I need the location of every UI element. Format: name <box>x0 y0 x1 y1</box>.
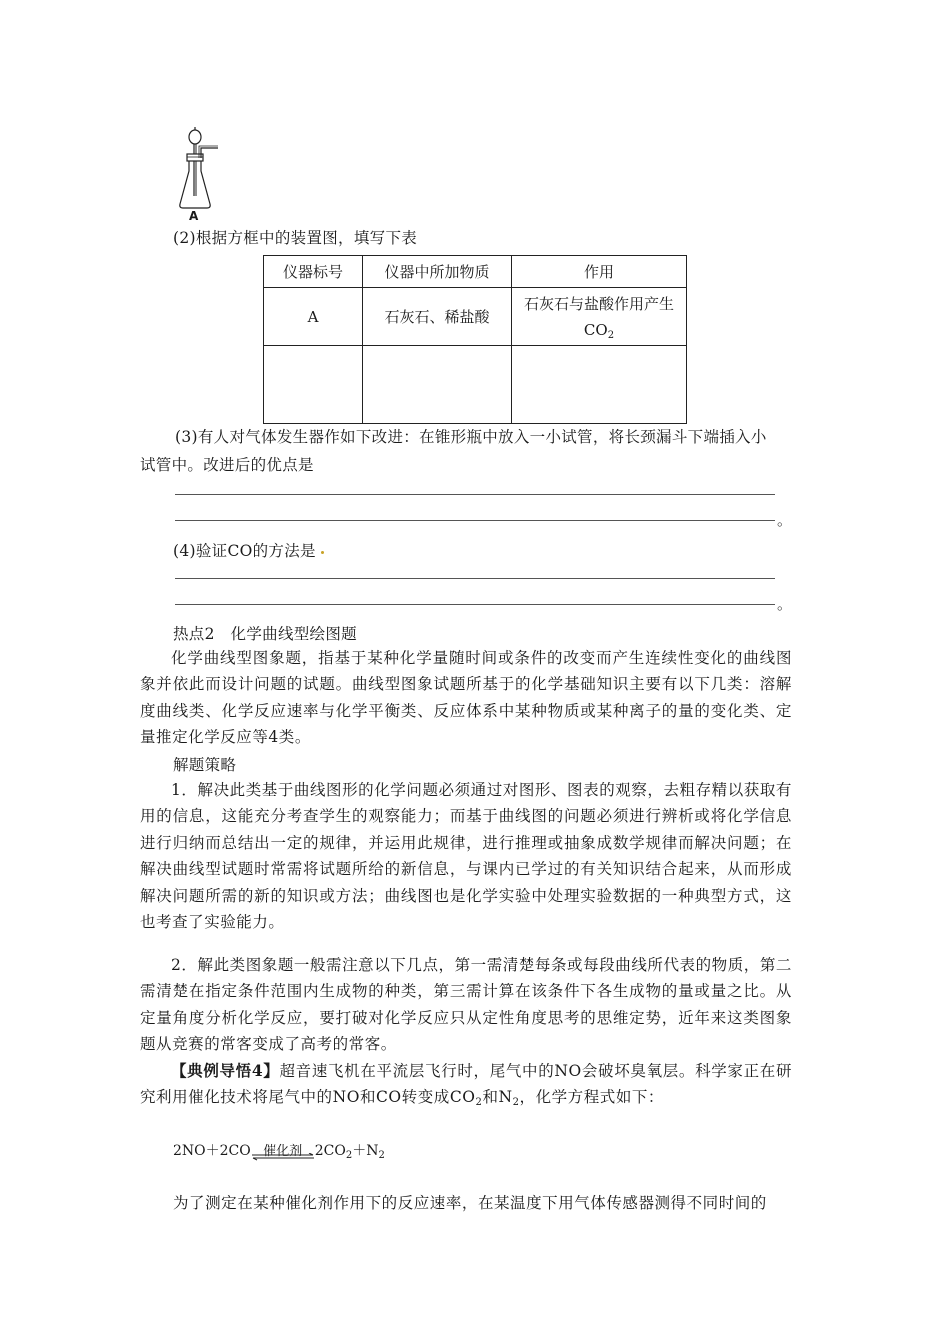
equation-arrow <box>251 1140 315 1159</box>
table-header: 仪器中所加物质 <box>363 256 512 288</box>
table-cell-empty <box>264 346 363 424</box>
table-cell-empty <box>512 346 687 424</box>
section-heading: 热点2 化学曲线型绘图题 <box>173 625 357 643</box>
chemical-equation <box>173 1140 385 1160</box>
strategy-point-2: 2．解此类图象题一般需注意以下几点，第一需清楚每条或每段曲线所代表的物质，第二需清楚在指定条件范围内生成物的种类，第三需计算在该条件下各生成物的量或量之比。从定量角度分析化学反应，要打破对化学反应只从定性角度思考的思维定势，近年来这类图象题从竞赛的常客变成了高考的常客。 <box>140 956 792 1054</box>
equation-right-a: 2CO <box>314 1143 346 1159</box>
equation-right-b: ＋N <box>352 1143 379 1159</box>
figure-label: A <box>189 209 199 223</box>
answer-blank[interactable] <box>175 494 775 495</box>
answer-blank[interactable] <box>175 604 775 605</box>
example-text-c: ，化学方程式如下： <box>519 1088 664 1107</box>
equation-left: 2NO＋2CO <box>173 1143 251 1159</box>
table-cell: A <box>264 288 363 346</box>
table-cell: 石灰石、稀盐酸 <box>363 288 512 346</box>
answer-blank[interactable] <box>175 578 775 579</box>
catalyst-label: 催化剂 <box>263 1144 303 1159</box>
example-tag: 【典例导悟4】 <box>171 1061 280 1080</box>
last-line: 为了测定在某种催化剂作用下的反应速率，在某温度下用气体传感器测得不同时间的 <box>173 1194 767 1212</box>
q3-line1: (3)有人对气体发生器作如下改进：在锥形瓶中放入一小试管，将长颈漏斗下端插入小 <box>175 428 767 446</box>
table-cell-empty <box>363 346 512 424</box>
q3-line2: 试管中。改进后的优点是 <box>140 456 314 474</box>
apparatus-table <box>263 255 687 424</box>
sub-a: 2 <box>475 1097 483 1109</box>
example-text-b: 和N <box>482 1088 513 1107</box>
reversible-arrow-icon <box>251 1153 315 1161</box>
eq-sub-2: 2 <box>378 1150 385 1161</box>
example-text-a: 超音速飞机在平流层飞行时，尾气中的NO会破坏臭氧层。科学家正在研究利用催化技术将尾气中的NO和CO转变成CO <box>140 1062 792 1107</box>
table-cell-effect <box>512 288 687 346</box>
table-header: 仪器标号 <box>264 256 363 288</box>
strategy-title: 解题策略 <box>173 756 237 774</box>
decorative-dot <box>321 551 324 554</box>
strategy-point-1: 1．解决此类基于曲线图形的化学问题必须通过对图形、图表的观察，去粗存精以获取有用的信息，这能充分考查学生的观察能力；而基于曲线图的问题必须进行辨析或将化学信息进行归纳而总结出一定的规律，并运用此规律，进行推理或抽象成数学规律而解决问题；在解决曲线型试题时常需将试题所给的新信息，与课内已学过的有关知识结合起来，从而形成解决问题所需的新的知识或方法；曲线图也是化学实验中处理实验数据的一种典型方式，这也考查了实验能力。 <box>140 781 792 932</box>
flask-apparatus-figure <box>178 126 222 218</box>
table-header: 作用 <box>512 256 687 288</box>
answer-blank[interactable] <box>175 520 775 521</box>
q3-end: 。 <box>777 511 793 529</box>
example-paragraph <box>140 1058 792 1111</box>
q2-prompt: (2)根据方框中的装置图，填写下表 <box>173 229 418 247</box>
q4-end: 。 <box>777 595 793 613</box>
sub-b: 2 <box>512 1097 520 1109</box>
section-intro: 化学曲线型图象题，指基于某种化学量随时间或条件的改变而产生连续性变化的曲线图象并依此而设计问题的试题。曲线型图象试题所基于的化学基础知识主要有以下几类：溶解度曲线类、化学反应速率与化学平衡类、反应体系中某种物质或某种离子的量的变化类、定量推定化学反应等4类。 <box>140 649 792 747</box>
effect-text: 石灰石与盐酸作用产生CO <box>523 294 674 339</box>
effect-sub: 2 <box>607 329 615 341</box>
eq-sub-1: 2 <box>345 1150 353 1161</box>
q4-text: (4)验证CO的方法是 <box>173 542 316 560</box>
